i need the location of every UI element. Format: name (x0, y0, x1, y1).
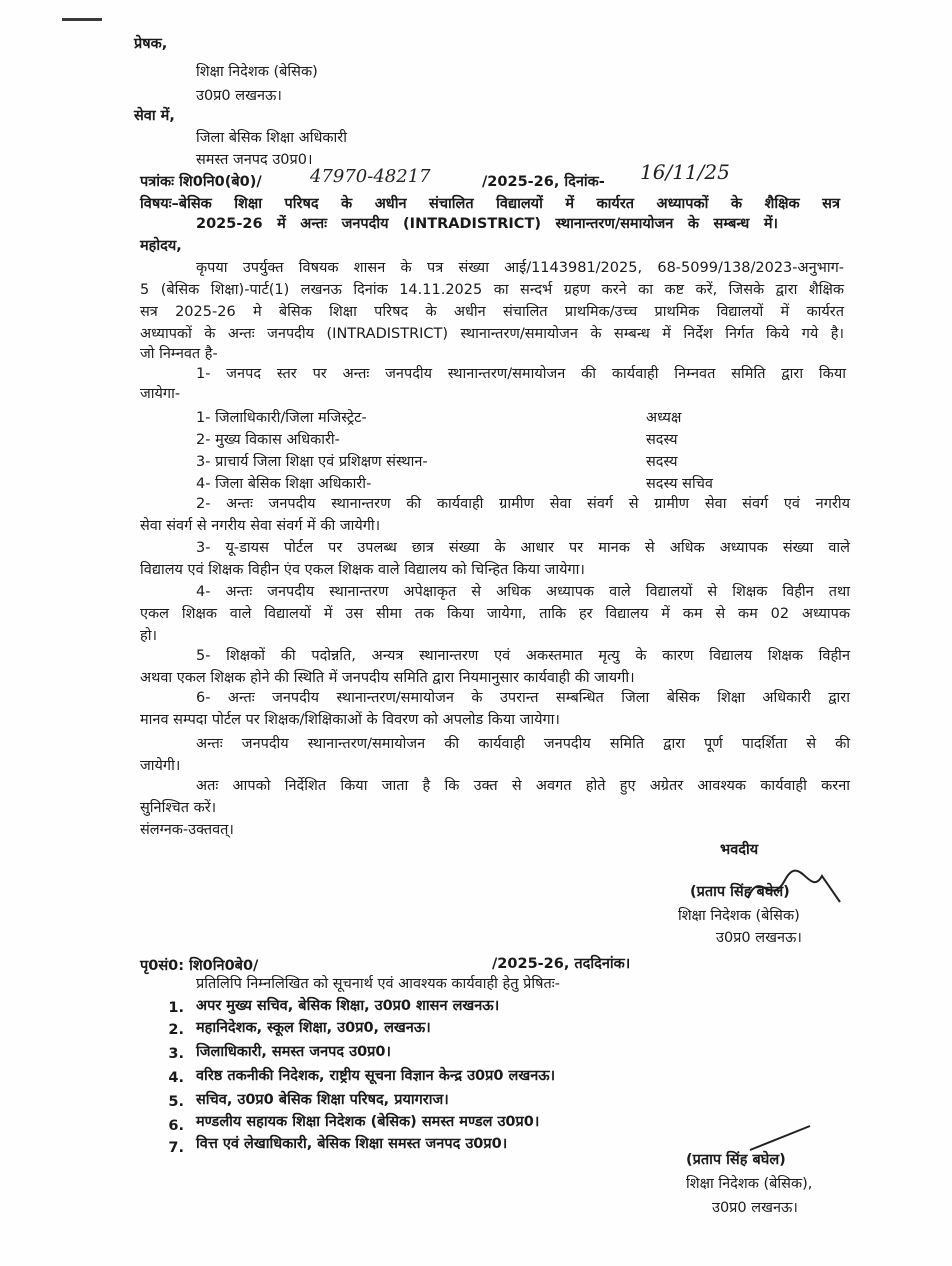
committee-member: 2- मुख्य विकास अधिकारी- (196, 432, 340, 448)
point-4-line-3: हो। (140, 628, 157, 644)
copy-intro: प्रतिलिपि निम्नलिखित को सूचनार्थ एवं आवश्यक कार्यवाही हेतु प्रेषितः- (196, 976, 560, 992)
subject-line-1: विषयः–बेसिक शिक्षा परिषद के अधीन संचालित विद्यालयों में कार्यरत अध्यापकों के शैक्षिक सत्र (140, 196, 840, 212)
copy-list-item: वित्त एवं लेखाधिकारी, बेसिक शिक्षा समस्त जनपद उ0प्र0। (196, 1136, 508, 1152)
enclosure: संलग्नक-उक्तवत्। (140, 822, 234, 838)
intro-line-2: 5 (बेसिक शिक्षा)-पार्ट(1) लखनऊ दिनांक 14.11.2025 का सन्दर्भ ग्रहण करने का कष्ट करें, जिसके द्वारा शैक्षिक (140, 282, 844, 298)
committee-role: सदस्य (646, 432, 678, 448)
copy-ref-label: पृ0सं0: शि0नि0बे0/ (140, 958, 259, 974)
ref-year: /2025-26, दिनांक- (482, 174, 605, 190)
point-1-line-1: 1- जनपद स्तर पर अन्तः जनपदीय स्थानान्तरण/समायोजन की कार्यवाही निम्नवत समिति द्वारा किया (196, 366, 846, 382)
intro-line-3: सत्र 2025-26 मे बेसिक शिक्षा परिषद के अधीन संचालित प्राथमिक/उच्च प्राथमिक विद्यालयों में कार्यरत (140, 304, 844, 320)
to-label: सेवा में, (134, 108, 175, 124)
direction-line-2: सुनिश्चित करें। (140, 800, 217, 816)
copy-list-number: 4. (168, 1070, 184, 1086)
to-location: समस्त जनपद उ0प्र0। (196, 152, 313, 168)
point-4-line-2: एकल शिक्षक वाले विद्यालयों में उस सीमा तक किया जायेगा, ताकि हर विद्यालय में कम से कम 02 अध्यापक (140, 606, 850, 622)
intro-line-4: अध्यापकों के अन्तः जनपदीय (INTRADISTRICT) स्थानान्तरण/समायोजन के सम्बन्ध में निर्देश निर्गत किये गये है। (140, 326, 844, 342)
copy-list-number: 2. (168, 1022, 184, 1038)
committee-role: अध्यक्ष (646, 410, 682, 426)
point-4-line-1: 4- अन्तः जनपदीय स्थानान्तरण अपेक्षाकृत से अधिक अध्यापक वाले विद्यालयों से शिक्षक विहीन तथा (196, 584, 850, 600)
committee-member: 4- जिला बेसिक शिक्षा अधिकारी- (196, 476, 372, 492)
to-name: जिला बेसिक शिक्षा अधिकारी (196, 130, 347, 146)
closing: भवदीय (720, 842, 759, 858)
point-5-line-2: अथवा एकल शिक्षक होने की स्थिति में जनपदीय समिति द्वारा नियमानुसार कार्यवाही की जायगी। (140, 670, 635, 686)
signatory-name: (प्रताप सिंह बघेल) (690, 884, 790, 900)
point-1-line-2: जायेगा- (140, 386, 181, 402)
signatory-2-location: उ0प्र0 लखनऊ। (712, 1200, 798, 1216)
signatory-2-designation: शिक्षा निदेशक (बेसिक), (686, 1176, 813, 1192)
copy-list-item: सचिव, उ0प्र0 बेसिक शिक्षा परिषद, प्रयागराज। (196, 1092, 449, 1108)
intro-line-1: कृपया उपर्युक्त विषयक शासन के पत्र संख्या आई/1143981/2025, 68-5099/138/2023-अनुभाग- (196, 260, 844, 276)
signatory-designation: शिक्षा निदेशक (बेसिक) (678, 908, 800, 924)
ref-label: पत्रांकः शि0नि0(बे0)/ (140, 174, 262, 190)
transparency-line-2: जायेगी। (140, 758, 181, 774)
signatory-location: उ0प्र0 लखनऊ। (716, 930, 802, 946)
point-5-line-1: 5- शिक्षकों की पदोन्नति, अन्यत्र स्थानान्तरण एवं अकस्तमात मृत्यु के कारण विद्यालय शिक्षक विहीन (196, 648, 850, 664)
committee-role: सदस्य सचिव (646, 476, 713, 492)
sender-label: प्रेषक, (134, 36, 168, 52)
point-3-line-1: 3- यू-डायस पोर्टल पर उपलब्ध छात्र संख्या के आधार पर मानक से अधिक अध्यापक संख्या वाले (196, 540, 850, 556)
copy-list-number: 6. (168, 1118, 184, 1134)
point-2-line-2: सेवा संवर्ग से नगरीय सेवा संवर्ग में की जायेगी। (140, 518, 381, 534)
handwritten-date: 16/11/25 (640, 160, 730, 184)
corner-mark (62, 18, 102, 21)
copy-list-item: अपर मुख्य सचिव, बेसिक शिक्षा, उ0प्र0 शासन लखनऊ। (196, 998, 500, 1014)
point-6-line-1: 6- अन्तः जनपदीय स्थानान्तरण/समायोजन के उपरान्त सम्बन्धित जिला बेसिक शिक्षा अधिकारी द्वारा (196, 690, 850, 706)
point-2-line-1: 2- अन्तः जनपदीय स्थानान्तरण की कार्यवाही ग्रामीण सेवा संवर्ग से ग्रामीण सेवा संवर्ग एवं नगरीय (196, 496, 850, 512)
committee-member: 1- जिलाधिकारी/जिला मजिस्ट्रेट- (196, 410, 367, 426)
direction-line-1: अतः आपको निर्देशित किया जाता है कि उक्त से अवगत होते हुए अग्रेतर आवश्यक कार्यवाही करना (196, 778, 850, 794)
copy-list-number: 5. (168, 1094, 184, 1110)
subject-line-2: 2025-26 में अन्तः जनपदीय (INTRADISTRICT) स्थानान्तरण/समायोजन के सम्बन्ध में। (196, 216, 778, 232)
copy-list-item: जिलाधिकारी, समस्त जनपद उ0प्र0। (196, 1044, 391, 1060)
committee-member: 3- प्राचार्य जिला शिक्षा एवं प्रशिक्षण संस्थान- (196, 454, 428, 470)
transparency-line-1: अन्तः जनपदीय स्थानान्तरण/समायोजन की कार्यवाही जनपदीय समिति द्वारा पूर्ण पादर्शिता से की (196, 736, 850, 752)
handwritten-ref-number: 47970-48217 (310, 166, 431, 187)
copy-list-number: 1. (168, 1000, 184, 1016)
copy-ref-year: /2025-26, तददिनांक। (492, 956, 631, 972)
copy-list-item: वरिष्ठ तकनीकी निदेशक, राष्ट्रीय सूचना विज्ञान केन्द्र उ0प्र0 लखनऊ। (196, 1068, 556, 1084)
salutation: महोदय, (140, 238, 182, 254)
point-6-line-2: मानव सम्पदा पोर्टल पर शिक्षक/शिक्षिकाओं के विवरण को अपलोड किया जायेगा। (140, 712, 560, 728)
intro-line-5: जो निम्नवत है- (140, 346, 218, 362)
copy-list-number: 7. (168, 1140, 184, 1156)
point-3-line-2: विद्यालय एवं शिक्षक विहीन एंव एकल शिक्षक वाले विद्यालय को चिन्हित किया जायेगा। (140, 562, 585, 578)
signatory-2-name: (प्रताप सिंह बघेल) (686, 1152, 786, 1168)
copy-list-item: मण्डलीय सहायक शिक्षा निदेशक (बेसिक) समस्त मण्डल उ0प्र0। (196, 1114, 540, 1130)
sender-location: उ0प्र0 लखनऊ। (196, 88, 282, 104)
sender-name: शिक्षा निदेशक (बेसिक) (196, 64, 318, 80)
committee-role: सदस्य (646, 454, 678, 470)
copy-list-item: महानिदेशक, स्कूल शिक्षा, उ0प्र0, लखनऊ। (196, 1020, 431, 1036)
copy-list-number: 3. (168, 1046, 184, 1062)
